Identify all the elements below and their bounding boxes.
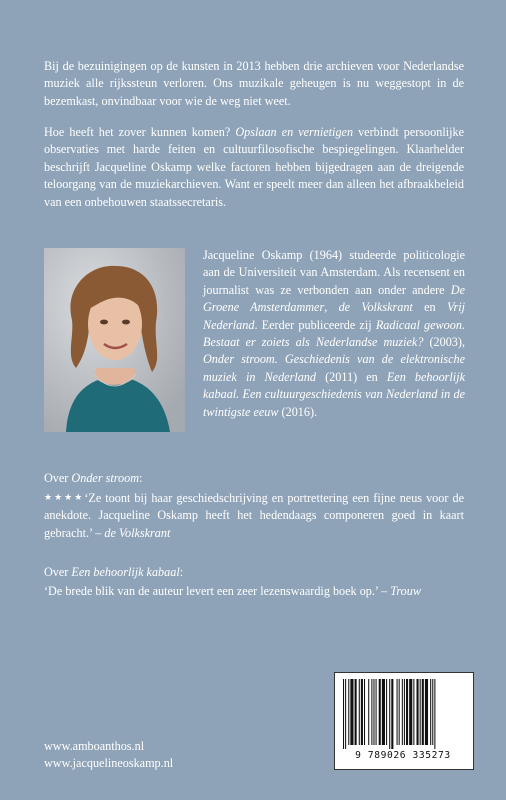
review-2-quote	[44, 583, 484, 600]
barcode-bar	[391, 679, 393, 749]
review-1-heading	[44, 470, 142, 487]
barcode-bar	[389, 679, 390, 749]
review-1-text: ‘Ze toont bij haar geschiedschrijving en portrettering een fijne neus voor de anekdote. Jacqueline Oskamp heeft het hedendaags componeren goed in kaart gebracht.’ –	[44, 491, 464, 540]
barcode-bar	[350, 679, 353, 745]
bio-text-g: (2016).	[278, 404, 318, 419]
barcode-bar	[382, 679, 385, 745]
intro-p2-body: verbindt persoonlijke observaties met harde feiten en cultuurfilosofische bespiegelingen. Klaarhelder beschrijft Jacqueline Oskamp welke factoren hebben bijgedragen aan de dreigende teloorgang van de muziekarchieven. Want er speelt meer dan alleen het afbraakbeleid van een onbehouwen staatssecretaris.	[44, 125, 464, 209]
intro-p2-lead: Hoe heeft het zover kunnen komen?	[44, 125, 236, 139]
review-2-source: Trouw	[390, 584, 421, 598]
barcode-bar	[368, 679, 369, 745]
bio-text-d: . Eerder publiceerde zij	[254, 317, 376, 332]
barcode-bar	[425, 679, 428, 745]
barcode-bar	[420, 679, 421, 745]
title-behoorlijk-kabaal: Een behoorlijk kabaal. Een cultuurgeschiedenis van Nederland in de twintigste eeuw	[203, 369, 465, 419]
bio-text-f: (2011) en	[315, 369, 387, 384]
barcode-bar	[404, 679, 405, 745]
title-volkskrant: de Volkskrant	[338, 300, 413, 315]
barcode-bar	[417, 679, 419, 745]
url-amboanthos[interactable]: www.amboanthos.nl	[44, 739, 145, 753]
barcode-bar	[359, 679, 360, 745]
title-radicaal-gewoon: Radicaal gewoon. Bestaat er zoiets als Nederlandse muziek?	[203, 317, 465, 350]
author-photo	[44, 248, 185, 432]
author-bio	[203, 247, 465, 421]
barcode-bar	[364, 679, 365, 745]
barcode-bar	[345, 679, 346, 749]
url-jacquelineoskamp[interactable]: www.jacquelineoskamp.nl	[44, 756, 174, 771]
barcode-bar	[371, 679, 372, 745]
title-groene-amsterdammer: De Groene Amsterdammer	[203, 282, 465, 315]
review-2-book: Een behoorlijk kabaal	[71, 565, 180, 579]
review-1-book: Onder stroom	[71, 471, 140, 485]
title-vrij-nederland: Vrij Nederland	[203, 300, 465, 332]
bio-text-a: Jacqueline Oskamp (1964) studeerde politicologie aan de Universiteit van Amsterdam. Als recensent en journalist was ze verbonden aan onder andere	[203, 248, 465, 297]
review-2-colon: :	[179, 565, 184, 579]
publisher-urls	[44, 738, 173, 773]
bio-text-b: ,	[324, 300, 339, 315]
barcode-bar	[432, 679, 433, 745]
barcode-bar	[399, 679, 400, 745]
bio-text-c: en	[412, 300, 447, 315]
barcode-bars	[341, 679, 465, 749]
barcode-bar	[430, 679, 431, 745]
review-2-over: Over	[44, 565, 72, 579]
intro-paragraph-1: Bij de bezuinigingen op de kunsten in 2013 hebben drie archieven voor Nederlandse muziek alle rijkssteun verloren. Ons muzikale geheugen is nu weggestopt in de bezemkast, onvindbaar voor wie de weg niet weet.	[44, 59, 464, 108]
barcode-bar	[343, 679, 344, 749]
barcode-bar	[406, 679, 408, 745]
barcode-bar	[397, 679, 398, 745]
title-onder-stroom: Onder stroom. Geschiedenis van de elektronische muziek in Nederland	[203, 352, 465, 384]
barcode-bar	[422, 679, 424, 745]
barcode-bar	[386, 679, 387, 745]
barcode-bar	[402, 679, 403, 745]
review-1-over: Over	[44, 471, 72, 485]
intro-paragraph-2	[44, 124, 464, 211]
barcode-bar	[348, 679, 349, 745]
review-1-source: de Volkskrant	[104, 525, 171, 540]
isbn-number: 9 789026 335273	[355, 750, 451, 761]
barcode-bar	[376, 679, 377, 745]
barcode-bar	[434, 679, 435, 749]
barcode-bar	[413, 679, 414, 745]
barcode-bar	[355, 679, 357, 745]
bio-text-e: (2003),	[423, 335, 465, 350]
star-rating: ★★★★	[44, 492, 85, 502]
book-title-opslaan: Opslaan en vernietigen	[235, 125, 354, 139]
review-1-quote	[44, 489, 464, 542]
isbn-barcode	[334, 672, 474, 770]
review-1-colon: :	[139, 471, 143, 485]
barcode-bar	[373, 679, 374, 745]
review-2-heading	[44, 564, 183, 581]
review-2-text: ‘De brede blik van de auteur levert een zeer lezenswaardig boek op.’ –	[44, 584, 391, 598]
barcode-bar	[379, 679, 381, 745]
barcode-bar	[361, 679, 363, 745]
barcode-bar	[409, 679, 412, 745]
